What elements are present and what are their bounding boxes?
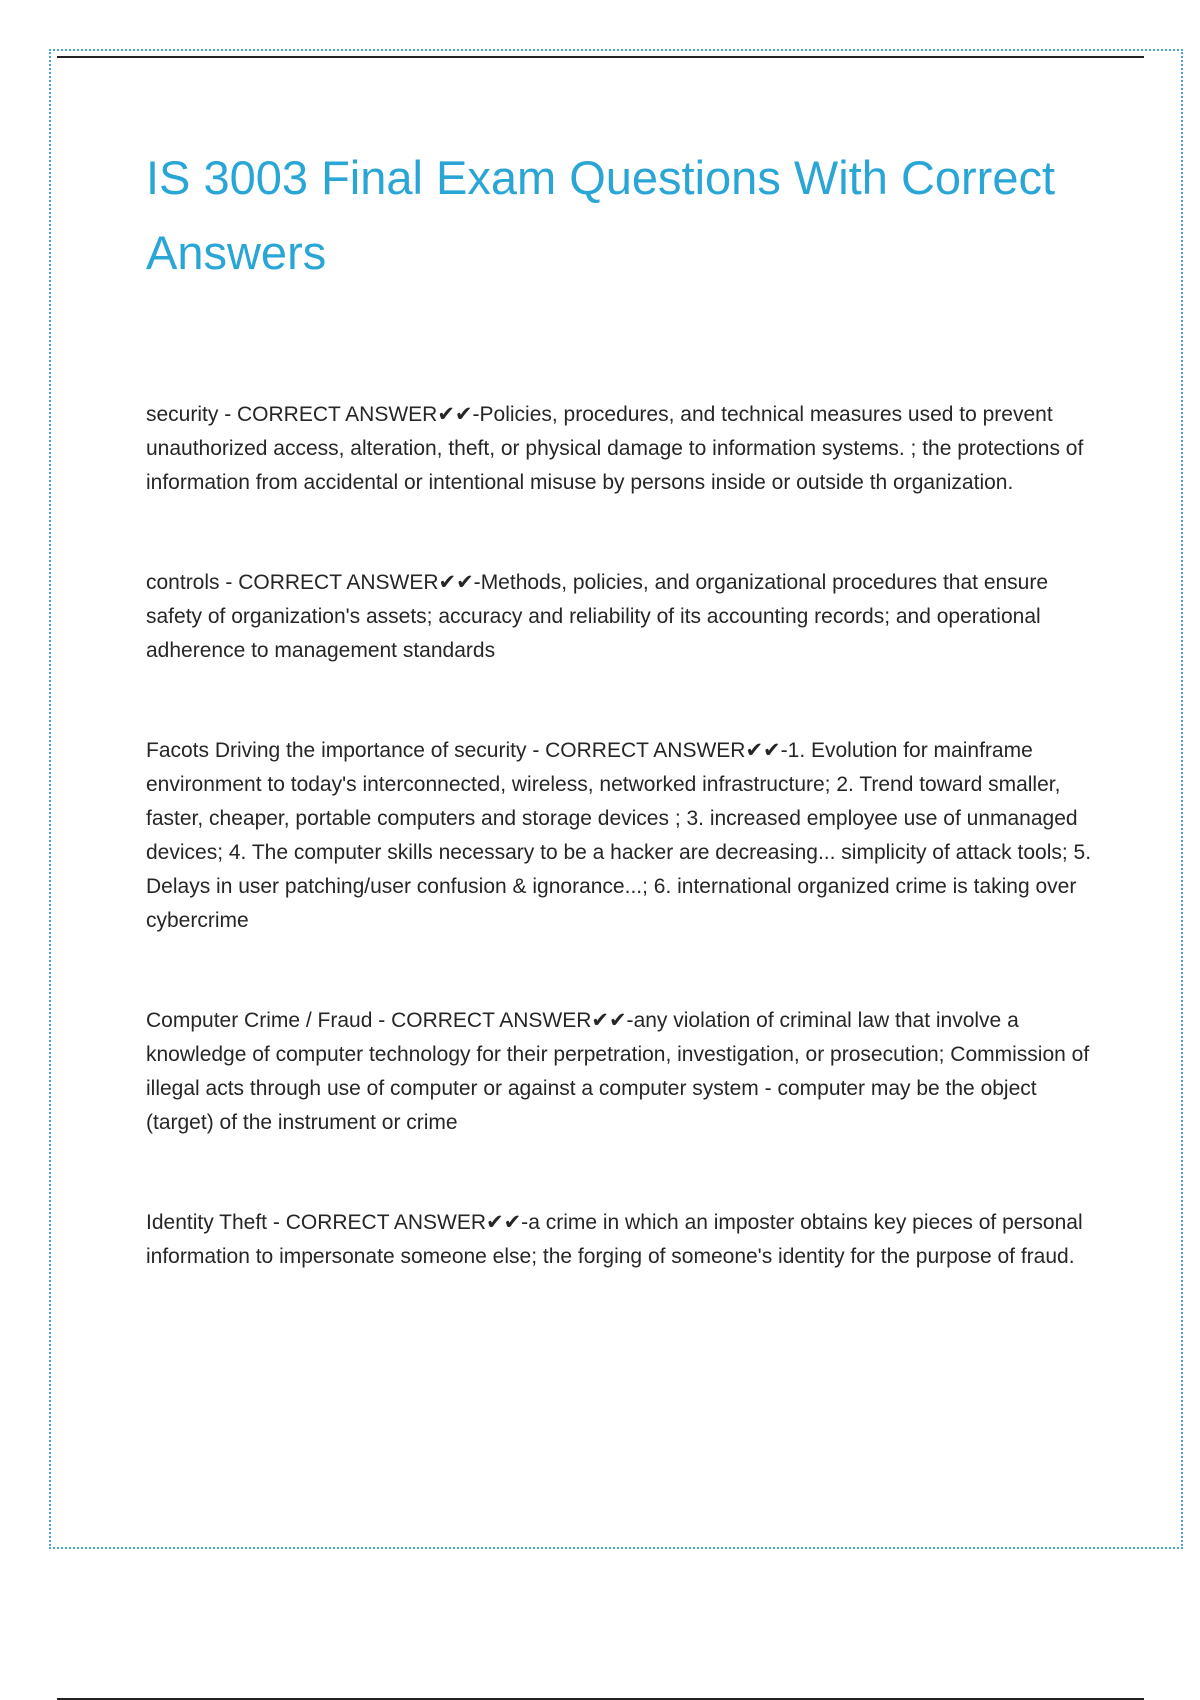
qa-entry-security-factors <box>146 734 1096 938</box>
entry-term: Computer Crime / Fraud <box>146 1009 373 1032</box>
entry-definition: Policies, procedures, and technical measures used to prevent unauthorized access, alteration, theft, or physical damage to information systems. ; the protections of information from accidental or intentional misuse by persons inside or outside th organization. <box>146 403 1084 494</box>
correct-answer-marker: - CORRECT ANSWER✔✔- <box>218 403 480 426</box>
entry-term: Identity Theft <box>146 1211 268 1234</box>
qa-entry-security <box>146 398 1096 500</box>
correct-answer-marker: - CORRECT ANSWER✔✔- <box>526 739 788 762</box>
document-title: IS 3003 Final Exam Questions With Correct Answers <box>146 151 1056 279</box>
qa-entry-controls <box>146 566 1096 668</box>
entry-term: controls <box>146 571 220 594</box>
qa-entry-computer-crime <box>146 1004 1096 1140</box>
correct-answer-marker: - CORRECT ANSWER✔✔- <box>219 571 481 594</box>
entry-definition: a crime in which an imposter obtains key pieces of personal information to impersonate someone else; the forging of someone's identity for the purpose of fraud. <box>146 1211 1083 1268</box>
entry-term: security <box>146 403 219 426</box>
entry-definition: any violation of criminal law that involve a knowledge of computer technology for their perpetration, investigation, or prosecution; Commission of illegal acts through use of computer or against a computer system - computer may be the object (target) of the instrument or crime <box>146 1009 1090 1134</box>
entry-definition: 1. Evolution for mainframe environment to today's interconnected, wireless, networked infrastructure; 2. Trend toward smaller, faster, cheaper, portable computers and storage devices ; 3. increased employee use of unmanaged devices; 4. The computer skills necessary to be a hacker are decreasing... simplicity of attack tools; 5. Delays in user patching/user confusion & ignorance...; 6. international organized crime is taking over cybercrime <box>146 739 1092 932</box>
qa-entry-identity-theft <box>146 1206 1096 1274</box>
entry-definition: Methods, policies, and organizational procedures that ensure safety of organization's assets; accuracy and reliability of its accounting records; and operational adherence to management standards <box>146 571 1049 662</box>
qa-entries <box>146 398 1096 1274</box>
entry-term: Facots Driving the importance of security <box>146 739 527 762</box>
correct-answer-marker: - CORRECT ANSWER✔✔- <box>372 1009 634 1032</box>
correct-answer-marker: - CORRECT ANSWER✔✔- <box>267 1211 529 1234</box>
